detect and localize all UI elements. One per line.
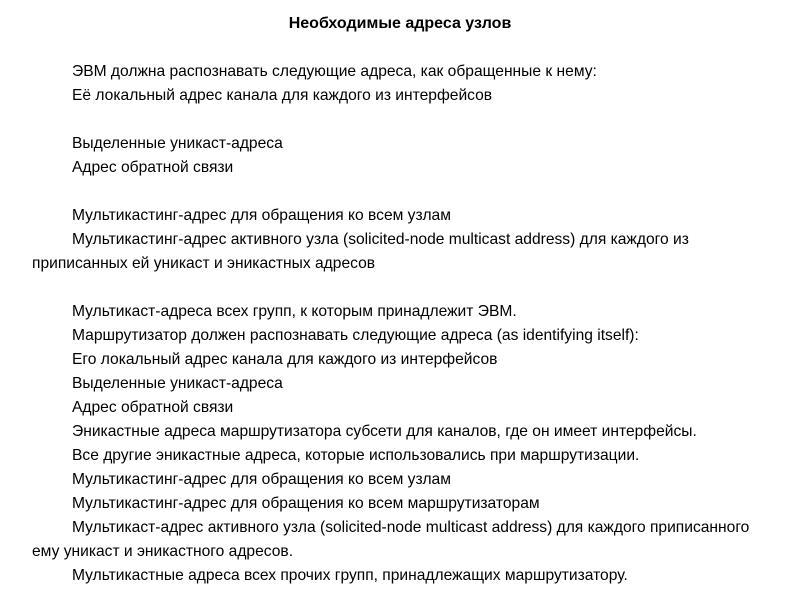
host-groups-line: Мультикаст-адреса всех групп, к которым принадлежит ЭВМ. xyxy=(72,303,517,320)
router-other-anycast-line: Все другие эникастные адреса, которые использовались при маршрутизации. xyxy=(72,447,640,464)
host-link-local-line: Её локальный адрес канала для каждого из интерфейсов xyxy=(72,87,493,104)
host-loopback-line: Адрес обратной связи xyxy=(72,159,234,176)
router-groups-line: Мультикастные адреса всех прочих групп, принадлежащих маршрутизатору. xyxy=(72,567,628,584)
router-unicast-line: Выделенные уникаст-адреса xyxy=(72,375,283,392)
router-all-nodes-line: Мультикастинг-адрес для обращения ко всем узлам xyxy=(72,471,451,488)
body-text xyxy=(32,60,777,588)
paragraph-gap xyxy=(32,108,777,132)
router-subnet-anycast-line: Эникастные адреса маршрутизатора субсети для каналов, где он имеет интерфейсы. xyxy=(72,423,697,440)
router-loopback-line: Адрес обратной связи xyxy=(72,399,234,416)
host-solicited-line: Мультикастинг-адрес активного узла (solicited-node multicast address) для каждого из приписанных ей уникаст и эникастных адресов xyxy=(32,231,689,272)
paragraph-gap xyxy=(32,276,777,300)
host-unicast-line: Выделенные уникаст-адреса xyxy=(72,135,283,152)
router-link-local-line: Его локальный адрес канала для каждого из интерфейсов xyxy=(72,351,498,368)
host-all-nodes-line: Мультикастинг-адрес для обращения ко всем узлам xyxy=(72,207,451,224)
host-intro-line: ЭВМ должна распознавать следующие адреса, как обращенные к нему: xyxy=(72,63,597,80)
page-title: Необходимые адреса узлов xyxy=(288,15,512,32)
router-solicited-line: Мультикаст-адрес активного узла (solicited-node multicast address) для каждого приписанного ему уникаст и эникастного адресов. xyxy=(32,519,750,560)
router-intro-line: Маршрутизатор должен распознавать следующие адреса (as identifying itself): xyxy=(72,327,639,344)
paragraph-gap xyxy=(32,180,777,204)
router-all-routers-line: Мультикастинг-адрес для обращения ко всем маршрутизаторам xyxy=(72,495,540,512)
